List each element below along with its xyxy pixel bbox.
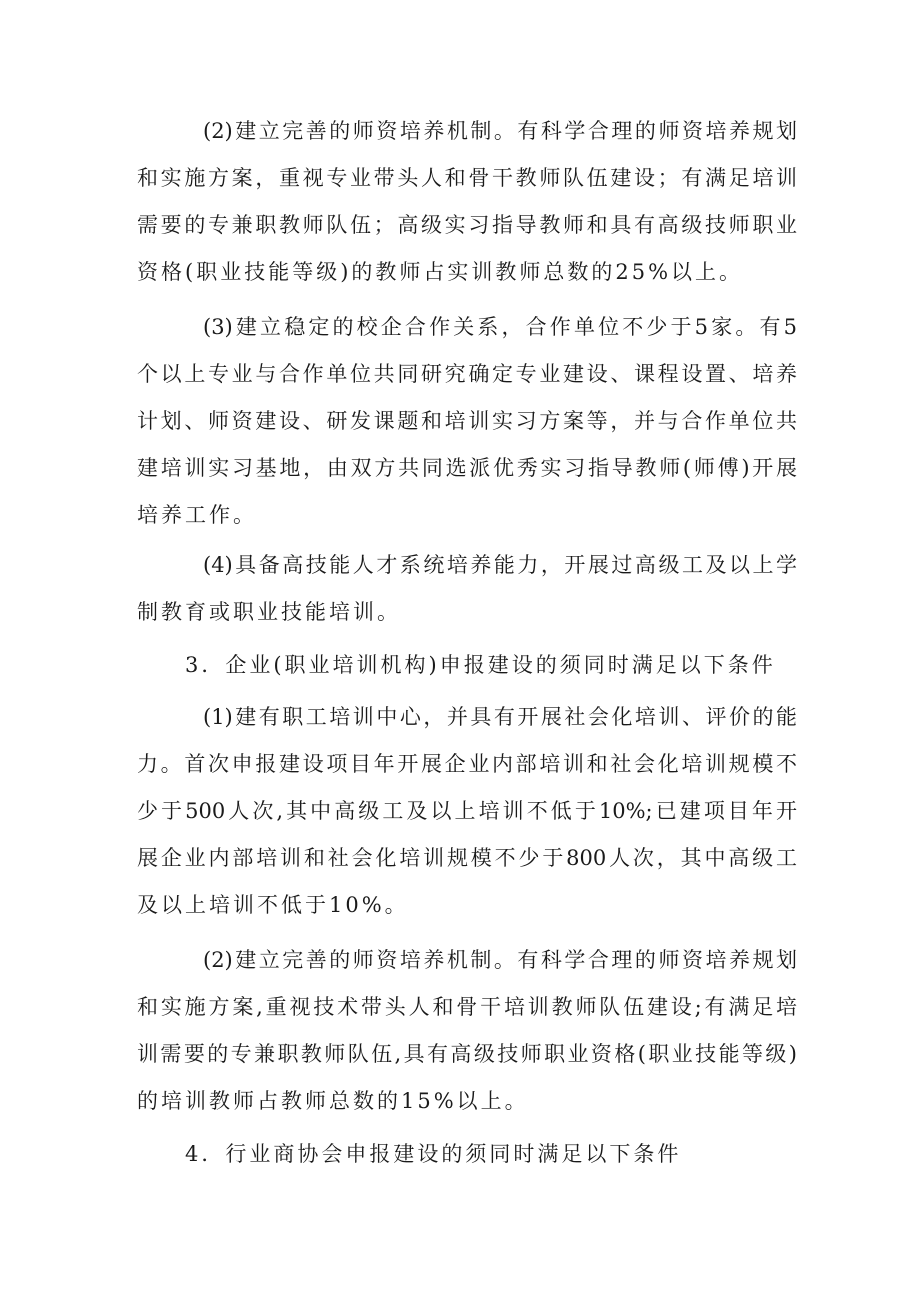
- paragraph-line: 计划、师资建设、研发课题和培训实习方案等，并与合作单位共: [137, 409, 797, 433]
- paragraph-line: 需要的专兼职教师队伍；高级实习指导教师和具有高级技师职业: [137, 213, 797, 237]
- paragraph-line: 培养工作。: [137, 503, 257, 527]
- paragraph-line: 个以上专业与合作单位共同研究确定专业建设、课程设置、培养: [137, 362, 797, 386]
- section-heading: 3．企业(职业培训机构)申报建设的须同时满足以下条件: [185, 653, 776, 677]
- section-heading: 4．行业商协会申报建设的须同时满足以下条件: [185, 1142, 682, 1166]
- paragraph-line: 建培训实习基地，由双方共同选派优秀实习指导教师(师傅)开展: [137, 456, 797, 480]
- paragraph-line: 展企业内部培训和社会化培训规模不少于800人次，其中高级工: [137, 846, 797, 870]
- paragraph-line: 力。首次申报建设项目年开展企业内部培训和社会化培训规模不: [137, 752, 797, 776]
- paragraph-line: (4)具备高技能人才系统培养能力，开展过高级工及以上学: [203, 553, 797, 577]
- paragraph-line: 少于500人次,其中高级工及以上培训不低于10%;已建项目年开: [137, 799, 797, 823]
- paragraph-line: 和实施方案，重视专业带头人和骨干教师队伍建设；有满足培训: [137, 166, 797, 190]
- paragraph-line: (1)建有职工培训中心，并具有开展社会化培训、评价的能: [203, 705, 797, 729]
- paragraph-line: 资格(职业技能等级)的教师占实训教师总数的25%以上。: [137, 260, 744, 284]
- paragraph-line: 和实施方案,重视技术带头人和骨干培训教师队伍建设;有满足培: [137, 995, 797, 1019]
- paragraph-line: 及以上培训不低于10%。: [137, 893, 409, 917]
- paragraph-line: 训需要的专兼职教师队伍,具有高级技师职业资格(职业技能等级): [137, 1042, 797, 1066]
- paragraph-line: (3)建立稳定的校企合作关系，合作单位不少于5家。有5: [203, 315, 797, 339]
- paragraph-line: 制教育或职业技能培训。: [137, 600, 401, 624]
- paragraph-line: (2)建立完善的师资培养机制。有科学合理的师资培养规划: [203, 119, 797, 143]
- paragraph-line: 的培训教师占教师总数的15%以上。: [137, 1089, 529, 1113]
- paragraph-line: (2)建立完善的师资培养机制。有科学合理的师资培养规划: [203, 948, 797, 972]
